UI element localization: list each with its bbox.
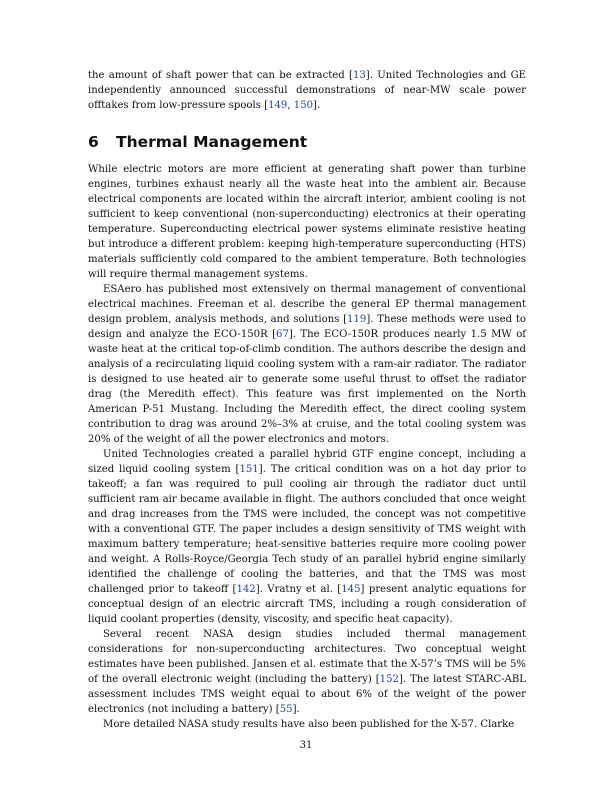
citation-link[interactable]: 142	[236, 584, 256, 595]
paragraph-text: More detailed NASA study results have also been published for the X-57. Clarke	[103, 719, 515, 730]
paragraph-text: ]. The ECO-150R produces nearly 1.5 MW of waste heat at the critical top-of-climb condition. The authors describe the design and analysis of a recirculating liquid cooling system with a ram-air radiator. The radiator is designed to use heated air to generate some useful thrust to offset the radiator drag (the Meredith effect). This feature was first implemented on the North American P-51 Mustang. Including the Meredith effect, the direct cooling system contribution to drag was around 2%–3% at cruise, and the total cooling system was 20% of the weight of all the power electronics and motors.	[88, 329, 527, 445]
citation-link[interactable]: 149	[268, 100, 288, 111]
citation-link[interactable]: 119	[347, 314, 367, 325]
section-number: 6	[88, 133, 99, 151]
paragraph-text: the amount of shaft power that can be extracted [	[88, 70, 353, 81]
section-heading	[88, 132, 526, 152]
citation-link[interactable]: 145	[341, 584, 361, 595]
paragraph	[88, 447, 526, 627]
paragraph	[88, 162, 526, 282]
citation-link[interactable]: 13	[352, 70, 366, 81]
paragraph-text: ]. United Technologies and GE independently announced successful demonstrations of near-MW scale power offtakes from low-pressure spools [	[88, 70, 527, 111]
paragraph-text: ].	[313, 100, 321, 111]
intro-paragraphs	[88, 68, 526, 113]
paragraph	[88, 627, 526, 717]
citation-link[interactable]: 152	[379, 674, 399, 685]
citation-link[interactable]: 67	[276, 329, 289, 340]
paragraph	[88, 282, 526, 447]
paragraph-text: Several recent NASA design studies included thermal management considerations for non-superconducting architectures. Two conceptual weight estimates have been published. Jansen et al. estimate that the X-57’s TMS will be 5% of the overall electronic weight (including the battery) [	[88, 629, 526, 685]
paragraph-text: ].	[292, 704, 300, 715]
page-body	[88, 68, 526, 732]
paragraph-text: ]. The latest STARC-ABL assessment includes TMS weight equal to about 6% of the weight of the power electronics (not including a battery) [	[88, 674, 526, 715]
citation-link[interactable]: 55	[279, 704, 293, 715]
paragraph-text: ] present analytic equations for conceptual design of an electric aircraft TMS, including a rough consideration of liquid coolant properties (density, viscosity, and specific heat capacity).	[88, 584, 527, 625]
citation-link[interactable]: 150	[293, 100, 314, 111]
section-title: Thermal Management	[116, 133, 308, 151]
paragraph-text: ]. Vratny et al. [	[255, 584, 342, 595]
page-number: 31	[299, 740, 313, 751]
section-paragraphs	[88, 162, 526, 732]
paragraph-text: United Technologies created a parallel hybrid GTF engine concept, including a sized liquid cooling system [	[88, 449, 526, 475]
paragraph-text: ,	[287, 100, 294, 111]
paragraph	[88, 68, 526, 113]
paragraph-text: ]. The critical condition was on a hot day prior to takeoff; a fan was required to pull cooling air through the radiator duct until sufficient ram air became available in flight. The authors concluded that once weight and drag increases from the TMS were included, the concept was not competitive with a conventional GTF. The paper includes a design sensitivity of TMS weight with maximum battery temperature; heat-sensitive batteries require more cooling power and weight. A Rolls-Royce/Georgia Tech study of an parallel hybrid engine similarly identified the challenge of cooling the batteries, and that the TMS was most challenged prior to takeoff [	[88, 464, 526, 595]
paragraph-text: While electric motors are more efficient at generating shaft power than turbine engines, turbines exhaust nearly all the waste heat into the ambient air. Because electrical components are located within the aircraft interior, ambient cooling is not sufficient to keep conventional (non-superconducting) electronics at their operating temperature. Superconducting electrical power systems eliminate resistive heating but introduce a different problem: keeping high-temperature superconducting (HTS) materials sufficiently cold compared to the ambient temperature. Both technologies will require thermal management systems.	[88, 164, 526, 280]
citation-link[interactable]: 151	[239, 464, 259, 475]
paragraph-text: ESAero has published most extensively on thermal management of conventional electrical machines. Freeman et al. describe the general EP thermal management design problem, analysis methods, and solutions [	[88, 284, 526, 325]
paragraph-text: ]. These methods were used to design and analyze the ECO-150R [	[88, 314, 526, 340]
paragraph	[88, 717, 526, 732]
